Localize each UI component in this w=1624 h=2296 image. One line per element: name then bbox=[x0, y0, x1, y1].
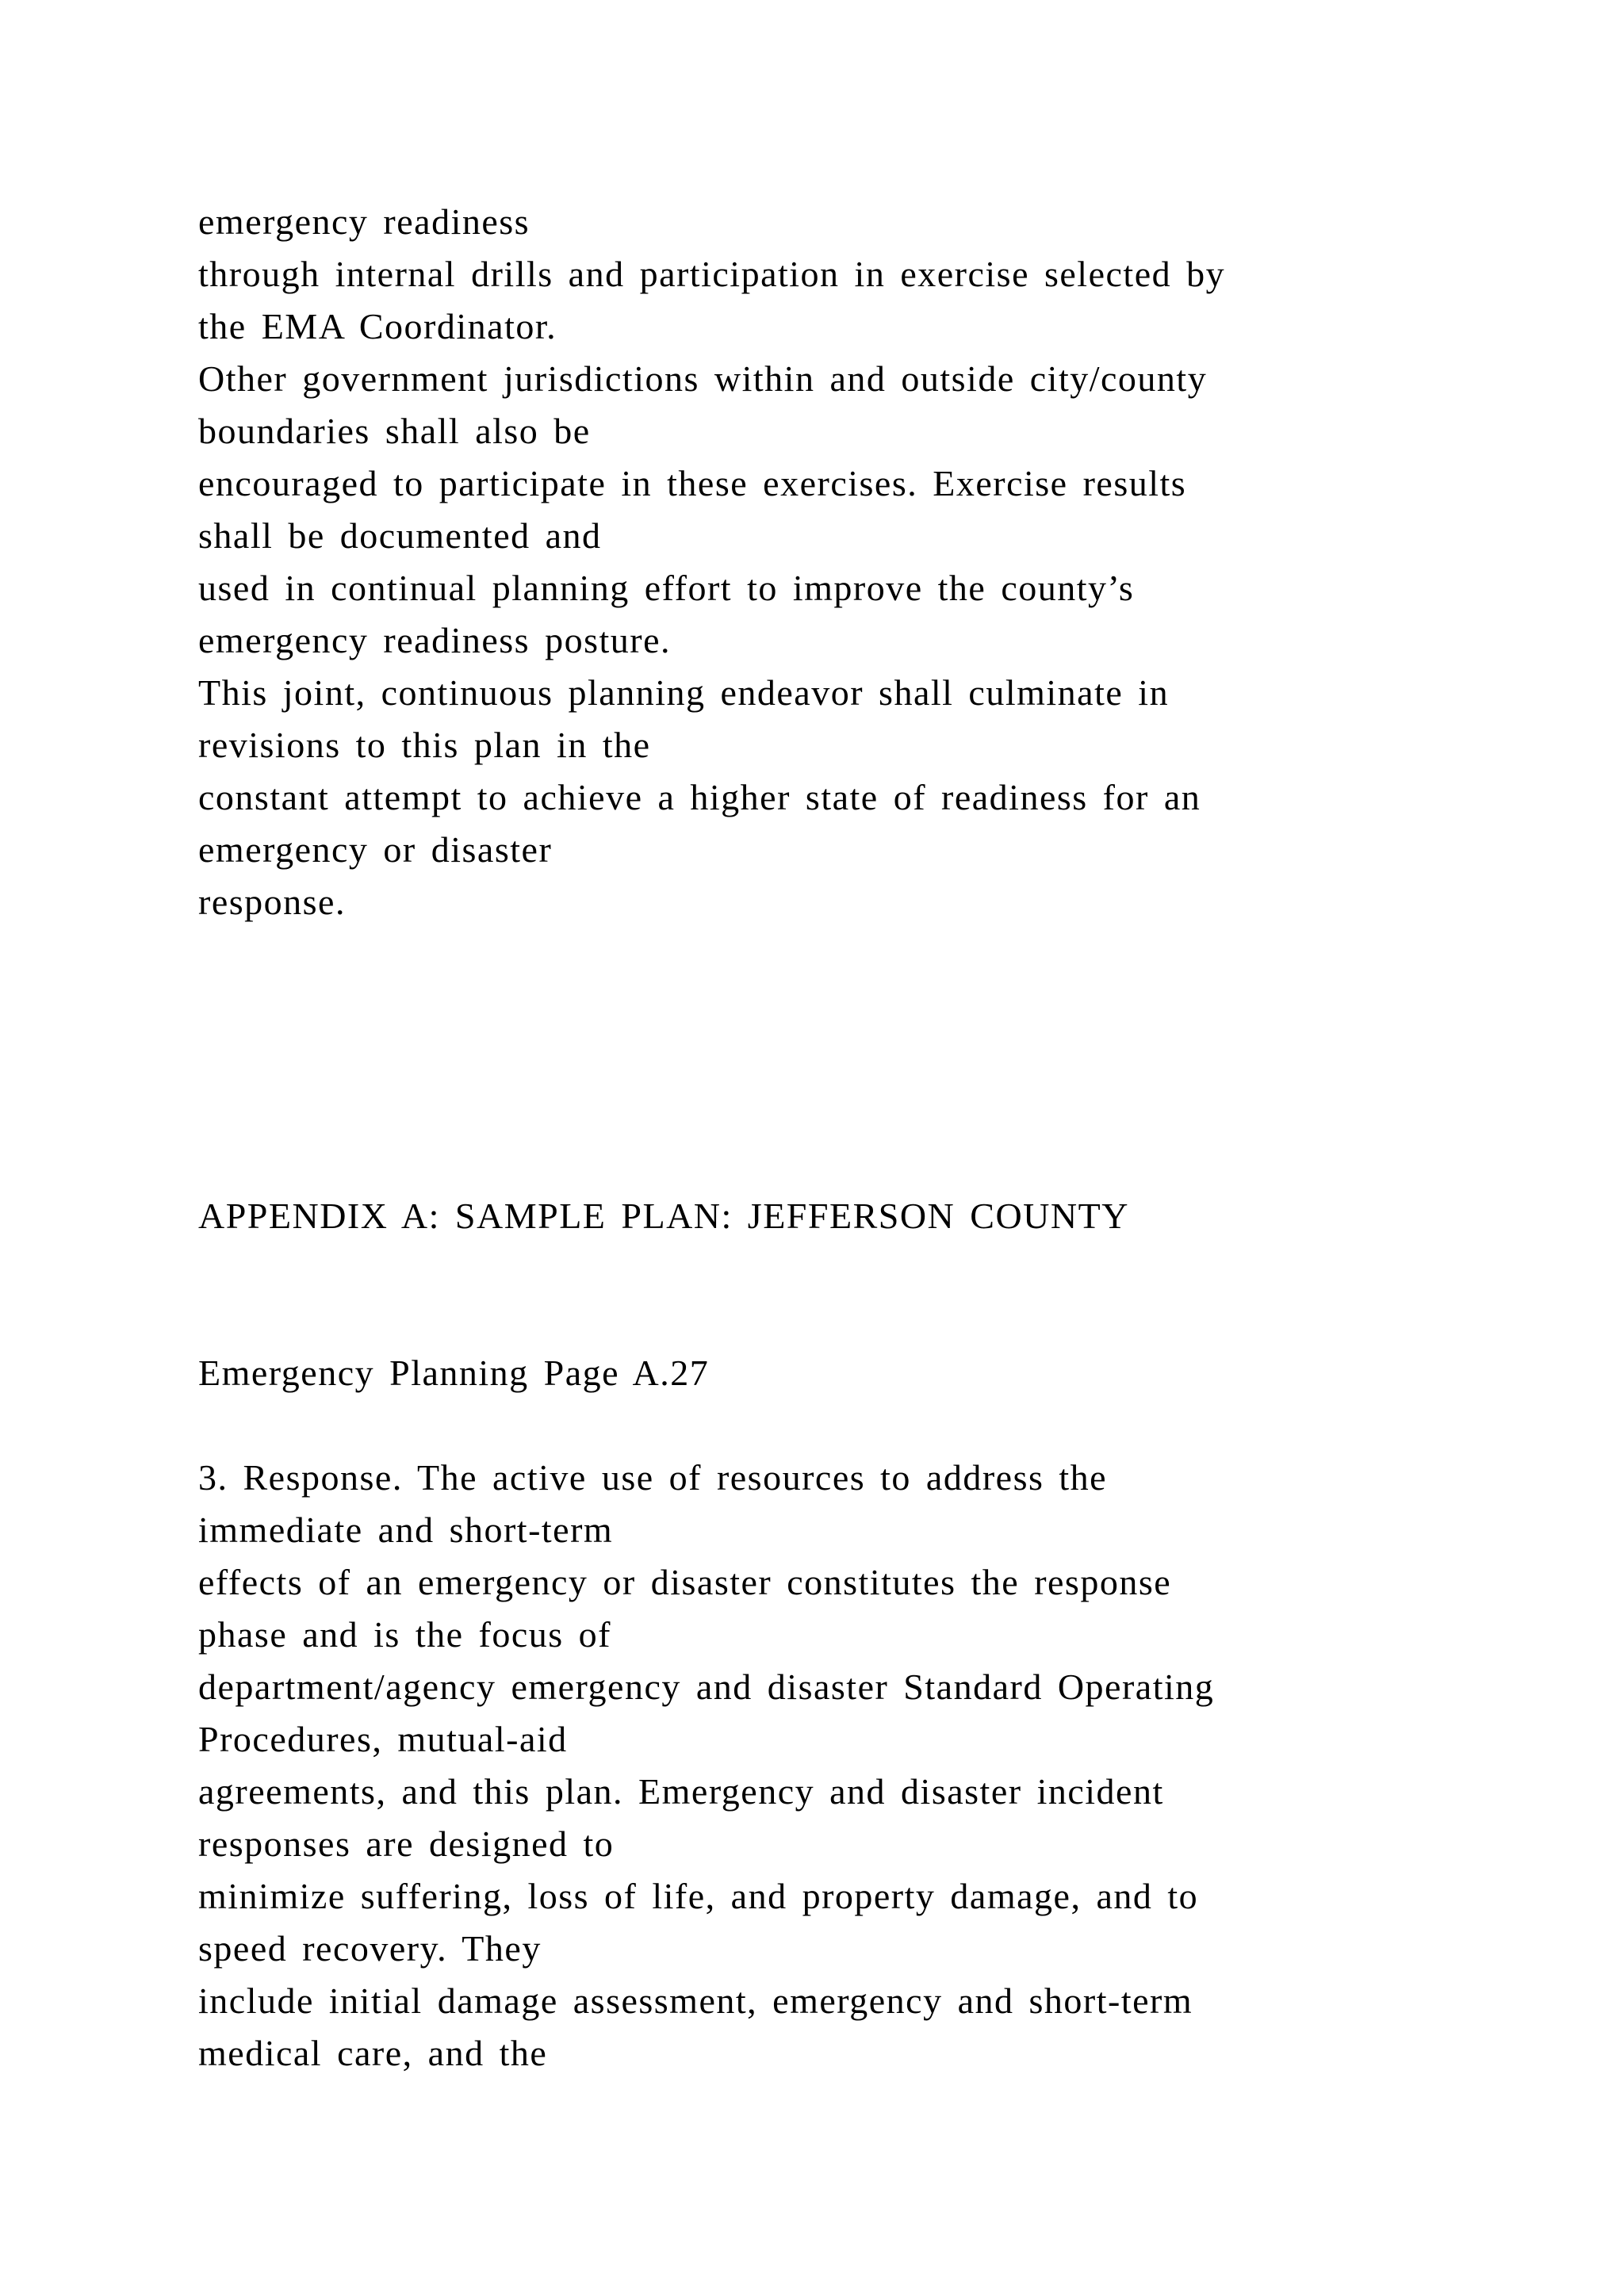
body-text-line: used in continual planning effort to improve the county’s bbox=[198, 568, 1135, 608]
body-text-line: the EMA Coordinator. bbox=[198, 306, 557, 346]
body-text-line: department/agency emergency and disaster Standard Operating bbox=[198, 1667, 1215, 1707]
body-text-line: 3. Response. The active use of resources to address the bbox=[198, 1457, 1108, 1498]
body-text-line: shall be documented and bbox=[198, 515, 602, 556]
body-text-line: effects of an emergency or disaster constitutes the response bbox=[198, 1562, 1172, 1602]
body-text-line: responses are designed to bbox=[198, 1823, 615, 1864]
body-text-line: emergency or disaster bbox=[198, 829, 553, 870]
body-text-line: response. bbox=[198, 882, 346, 922]
body-text-line: include initial damage assessment, emergency and short-term bbox=[198, 1980, 1193, 2021]
body-text-line: Other government jurisdictions within and outside city/county bbox=[198, 358, 1208, 399]
body-text-line: This joint, continuous planning endeavor shall culminate in bbox=[198, 672, 1170, 713]
body-text-line: medical care, and the bbox=[198, 2033, 548, 2073]
body-text-line: through internal drills and participation in exercise selected by bbox=[198, 254, 1226, 294]
page-header: Emergency Planning Page A.27 bbox=[198, 1353, 710, 1393]
body-text-line: agreements, and this plan. Emergency and disaster incident bbox=[198, 1771, 1164, 1812]
body-text-line: speed recovery. They bbox=[198, 1928, 542, 1969]
body-text-line: Procedures, mutual-aid bbox=[198, 1719, 568, 1759]
body-text-line: boundaries shall also be bbox=[198, 411, 591, 451]
body-text-line: revisions to this plan in the bbox=[198, 725, 651, 765]
body-text-line: encouraged to participate in these exercises. Exercise results bbox=[198, 463, 1187, 503]
body-text-line: minimize suffering, loss of life, and property damage, and to bbox=[198, 1876, 1199, 1916]
body-text-line: emergency readiness bbox=[198, 201, 530, 242]
appendix-heading: APPENDIX A: SAMPLE PLAN: JEFFERSON COUNTY bbox=[198, 1196, 1129, 1236]
body-text-line: immediate and short-term bbox=[198, 1510, 614, 1550]
body-text-line: emergency readiness posture. bbox=[198, 620, 672, 660]
body-text-line: constant attempt to achieve a higher state of readiness for an bbox=[198, 777, 1201, 817]
body-text-line: phase and is the focus of bbox=[198, 1614, 611, 1655]
